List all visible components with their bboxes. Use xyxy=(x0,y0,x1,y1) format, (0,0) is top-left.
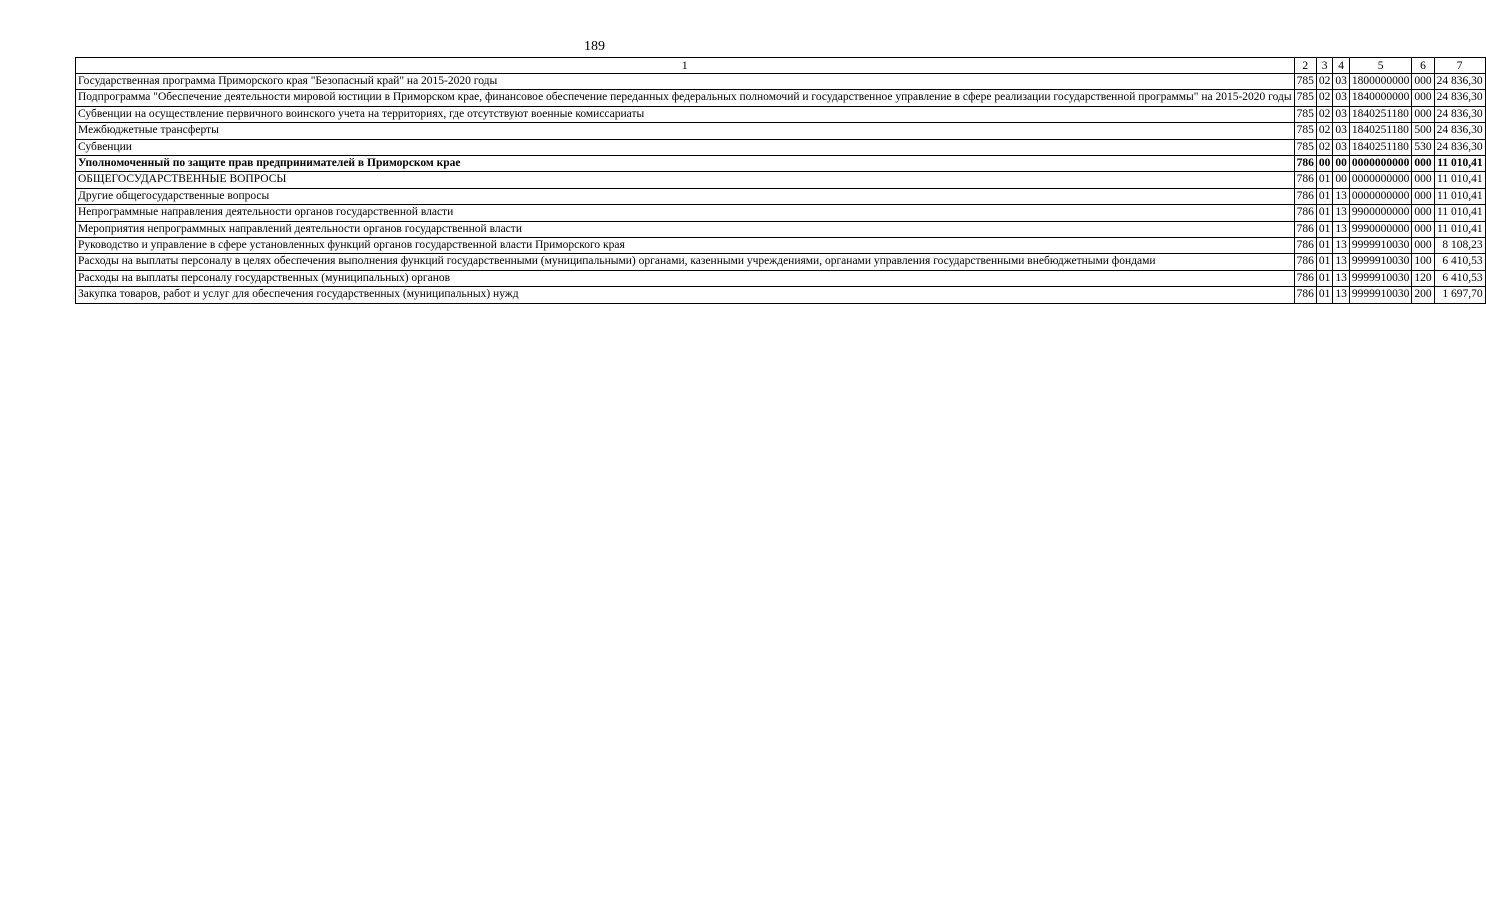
table-row xyxy=(76,270,1486,286)
target-article-cell: 1800000000 xyxy=(1349,74,1412,90)
expense-type-cell: 530 xyxy=(1412,139,1434,155)
subsection-code-cell: 13 xyxy=(1333,238,1350,254)
grbs-code-cell: 785 xyxy=(1294,123,1316,139)
grbs-code-cell: 786 xyxy=(1294,188,1316,204)
table-row xyxy=(76,238,1486,254)
table-row xyxy=(76,106,1486,122)
expense-type-cell: 000 xyxy=(1412,90,1434,106)
section-code-cell: 01 xyxy=(1316,270,1333,286)
row-name-cell: Руководство и управление в сфере установленных функций органов государственной власти Приморского края xyxy=(76,238,1295,254)
amount-cell: 8 108,23 xyxy=(1434,238,1485,254)
subsection-code-cell: 03 xyxy=(1333,106,1350,122)
section-code-cell: 01 xyxy=(1316,254,1333,270)
header-col-7: 7 xyxy=(1434,58,1485,74)
page-number: 189 xyxy=(584,39,605,54)
grbs-code-cell: 786 xyxy=(1294,238,1316,254)
expense-type-cell: 000 xyxy=(1412,205,1434,221)
section-code-cell: 02 xyxy=(1316,123,1333,139)
grbs-code-cell: 786 xyxy=(1294,205,1316,221)
subsection-code-cell: 13 xyxy=(1333,270,1350,286)
row-name-cell: Уполномоченный по защите прав предпринимателей в Приморском крае xyxy=(76,156,1295,172)
header-col-4: 4 xyxy=(1333,58,1350,74)
expense-type-cell: 000 xyxy=(1412,172,1434,188)
expense-type-cell: 000 xyxy=(1412,156,1434,172)
subsection-code-cell: 13 xyxy=(1333,205,1350,221)
section-code-cell: 02 xyxy=(1316,90,1333,106)
amount-cell: 24 836,30 xyxy=(1434,106,1485,122)
grbs-code-cell: 786 xyxy=(1294,287,1316,303)
grbs-code-cell: 785 xyxy=(1294,106,1316,122)
expense-type-cell: 200 xyxy=(1412,287,1434,303)
row-name-cell: Мероприятия непрограммных направлений деятельности органов государственной власти xyxy=(76,221,1295,237)
table-row xyxy=(76,156,1486,172)
amount-cell: 24 836,30 xyxy=(1434,90,1485,106)
grbs-code-cell: 785 xyxy=(1294,74,1316,90)
subsection-code-cell: 00 xyxy=(1333,172,1350,188)
table-row xyxy=(76,205,1486,221)
expense-type-cell: 000 xyxy=(1412,106,1434,122)
table-header-row xyxy=(76,58,1486,74)
expense-type-cell: 000 xyxy=(1412,74,1434,90)
table-row xyxy=(76,287,1486,303)
row-name-cell: Подпрограмма "Обеспечение деятельности мировой юстиции в Приморском крае, финансовое обеспечение переданных федеральных полномочий и государственное управление в сфере реализации государственной программы" на 2015-2020 годы xyxy=(76,90,1295,106)
section-code-cell: 01 xyxy=(1316,221,1333,237)
row-name-cell: Расходы на выплаты персоналу государственных (муниципальных) органов xyxy=(76,270,1295,286)
section-code-cell: 02 xyxy=(1316,106,1333,122)
target-article-cell: 1840251180 xyxy=(1349,106,1412,122)
table-row xyxy=(76,139,1486,155)
table-row xyxy=(76,90,1486,106)
section-code-cell: 01 xyxy=(1316,287,1333,303)
target-article-cell: 9999910030 xyxy=(1349,254,1412,270)
table-row xyxy=(76,221,1486,237)
table-row xyxy=(76,74,1486,90)
expense-type-cell: 120 xyxy=(1412,270,1434,286)
target-article-cell: 0000000000 xyxy=(1349,172,1412,188)
target-article-cell: 9999910030 xyxy=(1349,270,1412,286)
grbs-code-cell: 785 xyxy=(1294,139,1316,155)
grbs-code-cell: 786 xyxy=(1294,270,1316,286)
section-code-cell: 01 xyxy=(1316,238,1333,254)
amount-cell: 1 697,70 xyxy=(1434,287,1485,303)
target-article-cell: 0000000000 xyxy=(1349,188,1412,204)
row-name-cell: Межбюджетные трансферты xyxy=(76,123,1295,139)
section-code-cell: 02 xyxy=(1316,74,1333,90)
section-code-cell: 01 xyxy=(1316,188,1333,204)
amount-cell: 11 010,41 xyxy=(1434,156,1485,172)
subsection-code-cell: 00 xyxy=(1333,156,1350,172)
target-article-cell: 1840000000 xyxy=(1349,90,1412,106)
expense-type-cell: 000 xyxy=(1412,221,1434,237)
section-code-cell: 01 xyxy=(1316,172,1333,188)
header-col-2: 2 xyxy=(1294,58,1316,74)
row-name-cell: ОБЩЕГОСУДАРСТВЕННЫЕ ВОПРОСЫ xyxy=(76,172,1295,188)
amount-cell: 11 010,41 xyxy=(1434,205,1485,221)
expense-type-cell: 500 xyxy=(1412,123,1434,139)
header-col-5: 5 xyxy=(1349,58,1412,74)
amount-cell: 6 410,53 xyxy=(1434,254,1485,270)
subsection-code-cell: 03 xyxy=(1333,139,1350,155)
table-row xyxy=(76,254,1486,270)
subsection-code-cell: 03 xyxy=(1333,90,1350,106)
subsection-code-cell: 13 xyxy=(1333,254,1350,270)
amount-cell: 11 010,41 xyxy=(1434,172,1485,188)
target-article-cell: 9999910030 xyxy=(1349,287,1412,303)
target-article-cell: 0000000000 xyxy=(1349,156,1412,172)
table-row xyxy=(76,172,1486,188)
grbs-code-cell: 786 xyxy=(1294,254,1316,270)
section-code-cell: 01 xyxy=(1316,205,1333,221)
target-article-cell: 9990000000 xyxy=(1349,221,1412,237)
target-article-cell: 1840251180 xyxy=(1349,139,1412,155)
amount-cell: 11 010,41 xyxy=(1434,188,1485,204)
amount-cell: 24 836,30 xyxy=(1434,139,1485,155)
grbs-code-cell: 786 xyxy=(1294,156,1316,172)
row-name-cell: Государственная программа Приморского края "Безопасный край" на 2015-2020 годы xyxy=(76,74,1295,90)
header-col-6: 6 xyxy=(1412,58,1434,74)
row-name-cell: Непрограммные направления деятельности органов государственной власти xyxy=(76,205,1295,221)
amount-cell: 24 836,30 xyxy=(1434,74,1485,90)
target-article-cell: 9900000000 xyxy=(1349,205,1412,221)
amount-cell: 6 410,53 xyxy=(1434,270,1485,286)
row-name-cell: Другие общегосударственные вопросы xyxy=(76,188,1295,204)
header-col-1: 1 xyxy=(76,58,1295,74)
subsection-code-cell: 03 xyxy=(1333,74,1350,90)
row-name-cell: Расходы на выплаты персоналу в целях обеспечения выполнения функций государственными (муниципальными) органами, казенными учреждениями, органами управления государственными внебюджетными фондами xyxy=(76,254,1295,270)
subsection-code-cell: 03 xyxy=(1333,123,1350,139)
row-name-cell: Субвенции на осуществление первичного воинского учета на территориях, где отсутствуют военные комиссариаты xyxy=(76,106,1295,122)
subsection-code-cell: 13 xyxy=(1333,221,1350,237)
expense-type-cell: 000 xyxy=(1412,188,1434,204)
section-code-cell: 00 xyxy=(1316,156,1333,172)
table-row xyxy=(76,188,1486,204)
grbs-code-cell: 786 xyxy=(1294,172,1316,188)
row-name-cell: Закупка товаров, работ и услуг для обеспечения государственных (муниципальных) нужд xyxy=(76,287,1295,303)
budget-table xyxy=(75,57,1486,304)
grbs-code-cell: 785 xyxy=(1294,90,1316,106)
row-name-cell: Субвенции xyxy=(76,139,1295,155)
amount-cell: 11 010,41 xyxy=(1434,221,1485,237)
header-col-3: 3 xyxy=(1316,58,1333,74)
section-code-cell: 02 xyxy=(1316,139,1333,155)
target-article-cell: 9999910030 xyxy=(1349,238,1412,254)
table-row xyxy=(76,123,1486,139)
subsection-code-cell: 13 xyxy=(1333,287,1350,303)
target-article-cell: 1840251180 xyxy=(1349,123,1412,139)
amount-cell: 24 836,30 xyxy=(1434,123,1485,139)
expense-type-cell: 000 xyxy=(1412,238,1434,254)
grbs-code-cell: 786 xyxy=(1294,221,1316,237)
subsection-code-cell: 13 xyxy=(1333,188,1350,204)
expense-type-cell: 100 xyxy=(1412,254,1434,270)
